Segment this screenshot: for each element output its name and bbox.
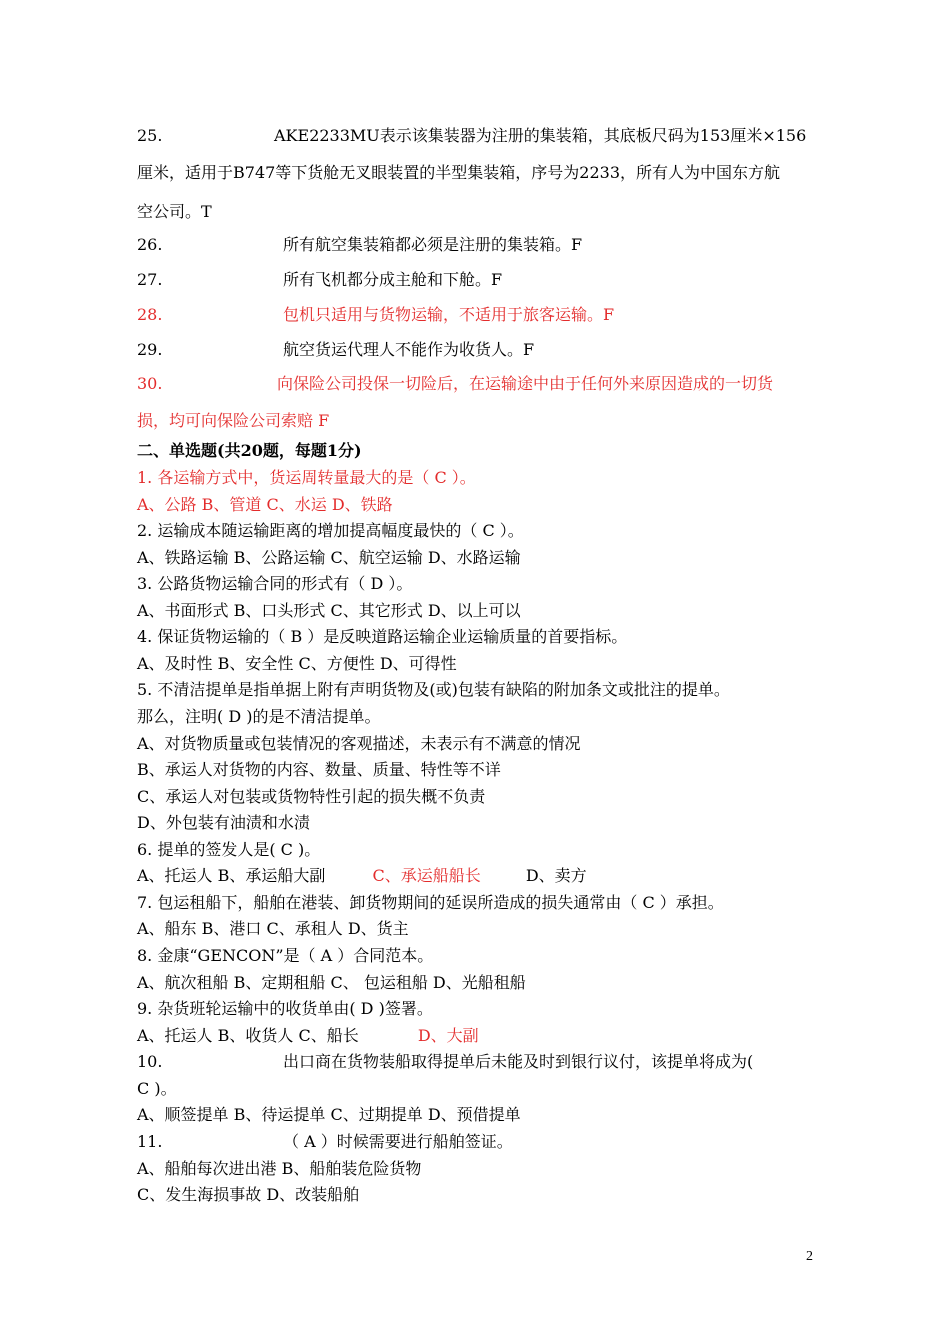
mc-question-1: 1. 各运输方式中，货运周转量最大的是（ C ）。 [137, 468, 476, 487]
mc-options-11-cd: C、发生海损事故 D、改装船舶 [137, 1185, 360, 1204]
mc-option-9d-answer: D、大副 [417, 1026, 479, 1045]
mc-question-10-cont: C )。 [137, 1079, 177, 1098]
mc-options-4: A、及时性 B、安全性 C、方便性 D、可得性 [137, 654, 457, 673]
mc-question-8: 8. 金康“GENCON”是（ A ）合同范本。 [137, 946, 434, 965]
mc-options-7: A、船东 B、港口 C、承租人 D、货主 [137, 919, 409, 938]
tf-question-25: 25. AKE2233MU表示该集装器为注册的集装箱，其底板尺码为153厘米×156 [137, 126, 807, 145]
page-number: 2 [806, 1249, 813, 1264]
mc-question-9: 9. 杂货班轮运输中的收货单由( D )签署。 [137, 999, 433, 1018]
mc-options-8: A、航次租船 B、定期租船 C、 包运租船 D、光船租船 [137, 973, 526, 992]
mc-question-6: 6. 提单的签发人是( C )。 [137, 840, 321, 859]
mc-options-3: A、书面形式 B、口头形式 C、其它形式 D、以上可以 [137, 601, 521, 620]
mc-question-5: 5. 不清洁提单是指单据上附有声明货物及(或)包装有缺陷的附加条文或批注的提单。 [137, 680, 730, 699]
tf-question-25-cont2: 空公司。T [137, 202, 212, 221]
mc-option-5a: A、对货物质量或包装情况的客观描述，未表示有不满意的情况 [137, 734, 581, 753]
mc-question-11: 11. （ A ）时候需要进行船舶签证。 [137, 1132, 513, 1151]
mc-options-2: A、铁路运输 B、公路运输 C、航空运输 D、水路运输 [137, 548, 521, 567]
mc-question-4: 4. 保证货物运输的（ B ）是反映道路运输企业运输质量的首要指标。 [137, 627, 628, 646]
mc-question-3: 3. 公路货物运输合同的形式有（ D ）。 [137, 574, 413, 593]
tf-question-30-cont: 损，均可向保险公司索赔 F [137, 411, 330, 430]
mc-options-6: A、托运人 B、承运船大副 C、承运船船长 D、卖方 [137, 866, 587, 885]
mc-question-2: 2. 运输成本随运输距离的增加提高幅度最快的（ C ）。 [137, 521, 524, 540]
mc-option-5d: D、外包装有油渍和水渍 [137, 813, 310, 832]
mc-option-6c-answer: C、承运船船长 [372, 866, 481, 885]
tf-question-27: 27. 所有飞机都分成主舱和下舱。F [137, 270, 503, 289]
mc-options-9: A、托运人 B、收货人 C、船长 D、大副 [137, 1026, 479, 1045]
mc-options-10: A、顺签提单 B、待运提单 C、过期提单 D、预借提单 [137, 1105, 521, 1124]
tf-question-28: 28. 包机只适用与货物运输，不适用于旅客运输。F [137, 305, 615, 324]
tf-question-25-cont1: 厘米，适用于B747等下货舱无叉眼装置的半型集装箱，序号为2233，所有人为中国东方航 [137, 163, 781, 182]
mc-option-5c: C、承运人对包装或货物特性引起的损失概不负责 [137, 787, 486, 806]
mc-options-1: A、公路 B、管道 C、水运 D、铁路 [137, 495, 393, 514]
tf-question-26: 26. 所有航空集装箱都必须是注册的集装箱。F [137, 235, 583, 254]
tf-question-30: 30. 向保险公司投保一切险后，在运输途中由于任何外来原因造成的一切货 [137, 374, 774, 393]
mc-options-11-ab: A、船舶每次进出港 B、船舶装危险货物 [137, 1159, 422, 1178]
mc-question-10: 10. 出口商在货物装船取得提单后未能及时到银行议付，该提单将成为( [137, 1052, 754, 1071]
tf-question-29: 29. 航空货运代理人不能作为收货人。F [137, 340, 535, 359]
section-title: 二、单选题(共20题，每题1分) [137, 441, 362, 460]
mc-question-7: 7. 包运租船下，船舶在港装、卸货物期间的延误所造成的损失通常由（ C ）承担。 [137, 893, 724, 912]
mc-question-5-cont: 那么，注明( D )的是不清洁提单。 [137, 707, 381, 726]
mc-option-5b: B、承运人对货物的内容、数量、质量、特性等不详 [137, 760, 501, 779]
